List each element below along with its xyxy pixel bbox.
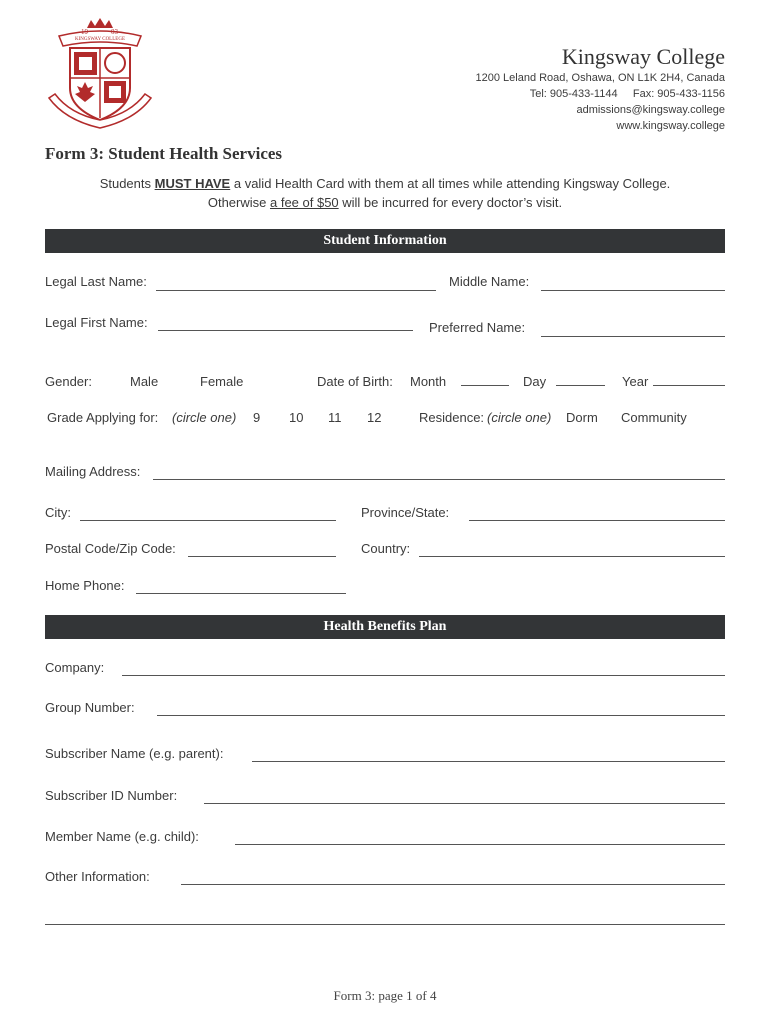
legal-first-name-field[interactable] bbox=[158, 330, 413, 331]
postal-code-label: Postal Code/Zip Code: bbox=[45, 541, 176, 556]
other-information-field[interactable] bbox=[181, 884, 725, 885]
country-label: Country: bbox=[361, 541, 411, 556]
middle-name-label: Middle Name: bbox=[449, 274, 530, 289]
member-name-label: Member Name (e.g. child): bbox=[45, 829, 199, 844]
postal-code-field[interactable] bbox=[188, 556, 336, 557]
notice-text: a valid Health Card with them at all times while attending Kingsway College. bbox=[230, 176, 671, 191]
section-header-student-info: Student Information bbox=[45, 229, 725, 253]
middle-name-field[interactable] bbox=[541, 290, 725, 291]
college-email[interactable]: admissions@kingsway.college bbox=[576, 104, 725, 116]
company-label: Company: bbox=[45, 660, 105, 675]
grade-option-11[interactable]: 11 bbox=[328, 410, 342, 425]
college-crest-logo bbox=[45, 16, 155, 134]
dob-day-label: Day bbox=[523, 374, 547, 389]
legal-last-name-label: Legal Last Name: bbox=[45, 274, 147, 289]
city-label: City: bbox=[45, 505, 71, 520]
group-number-label: Group Number: bbox=[45, 700, 135, 715]
college-fax: Fax: 905-433-1156 bbox=[632, 88, 725, 100]
logo-year-right: 03 bbox=[111, 28, 118, 36]
province-label: Province/State: bbox=[361, 505, 450, 520]
dob-year-field[interactable] bbox=[653, 385, 725, 386]
college-address: 1200 Leland Road, Oshawa, ON L1K 2H4, Canada bbox=[475, 72, 725, 84]
college-phone-fax bbox=[425, 88, 725, 100]
logo-year-left: 19 bbox=[81, 28, 88, 36]
section-header-health-benefits: Health Benefits Plan bbox=[45, 615, 725, 639]
grade-option-12[interactable]: 12 bbox=[367, 410, 382, 425]
group-number-field[interactable] bbox=[157, 715, 725, 716]
dob-month-field[interactable] bbox=[461, 385, 509, 386]
legal-first-name-label: Legal First Name: bbox=[45, 315, 148, 330]
province-field[interactable] bbox=[469, 520, 725, 521]
grade-option-10[interactable]: 10 bbox=[289, 410, 304, 425]
country-field[interactable] bbox=[419, 556, 725, 557]
mailing-address-label: Mailing Address: bbox=[45, 464, 141, 479]
preferred-name-label: Preferred Name: bbox=[429, 320, 526, 335]
home-phone-label: Home Phone: bbox=[45, 578, 125, 593]
subscriber-id-field[interactable] bbox=[204, 803, 725, 804]
notice-must-have: MUST HAVE bbox=[154, 176, 231, 191]
residence-option-dorm[interactable]: Dorm bbox=[566, 410, 598, 425]
member-name-field[interactable] bbox=[235, 844, 725, 845]
gender-option-female[interactable]: Female bbox=[200, 374, 244, 389]
college-name: Kingsway College bbox=[561, 44, 725, 69]
form-title: Form 3: Student Health Services bbox=[45, 144, 283, 163]
residence-label: Residence: bbox=[419, 410, 485, 425]
dob-day-field[interactable] bbox=[556, 385, 605, 386]
city-field[interactable] bbox=[80, 520, 336, 521]
mailing-address-field[interactable] bbox=[153, 479, 725, 480]
subscriber-name-label: Subscriber Name (e.g. parent): bbox=[45, 746, 224, 761]
notice-line-1 bbox=[45, 176, 725, 191]
company-field[interactable] bbox=[122, 675, 725, 676]
gender-label: Gender: bbox=[45, 374, 92, 389]
grade-option-9[interactable]: 9 bbox=[253, 410, 261, 425]
college-tel: Tel: 905-433-1144 bbox=[529, 88, 618, 100]
dob-year-label: Year bbox=[622, 374, 649, 389]
notice-text: Students bbox=[99, 176, 155, 191]
subscriber-id-label: Subscriber ID Number: bbox=[45, 788, 178, 803]
other-information-field-line-2[interactable] bbox=[45, 924, 725, 925]
dob-month-label: Month bbox=[410, 374, 447, 389]
dob-label: Date of Birth: bbox=[317, 374, 393, 389]
gender-option-male[interactable]: Male bbox=[130, 374, 159, 389]
other-information-label: Other Information: bbox=[45, 869, 150, 884]
college-website[interactable]: www.kingsway.college bbox=[616, 120, 725, 132]
residence-circle-one: (circle one) bbox=[487, 410, 552, 425]
legal-last-name-field[interactable] bbox=[156, 290, 436, 291]
notice-text: Otherwise bbox=[207, 195, 270, 210]
preferred-name-field[interactable] bbox=[541, 336, 725, 337]
notice-line-2 bbox=[45, 195, 725, 210]
notice-text: will be incurred for every doctor’s visit. bbox=[338, 195, 563, 210]
residence-option-community[interactable]: Community bbox=[621, 410, 687, 425]
grade-circle-one: (circle one) bbox=[172, 410, 237, 425]
page-footer: Form 3: page 1 of 4 bbox=[333, 988, 437, 1003]
home-phone-field[interactable] bbox=[136, 593, 346, 594]
logo-text: KINGSWAY COLLEGE bbox=[74, 37, 126, 42]
notice-fee: a fee of $50 bbox=[269, 195, 339, 210]
grade-label: Grade Applying for: bbox=[47, 410, 159, 425]
subscriber-name-field[interactable] bbox=[252, 761, 725, 762]
